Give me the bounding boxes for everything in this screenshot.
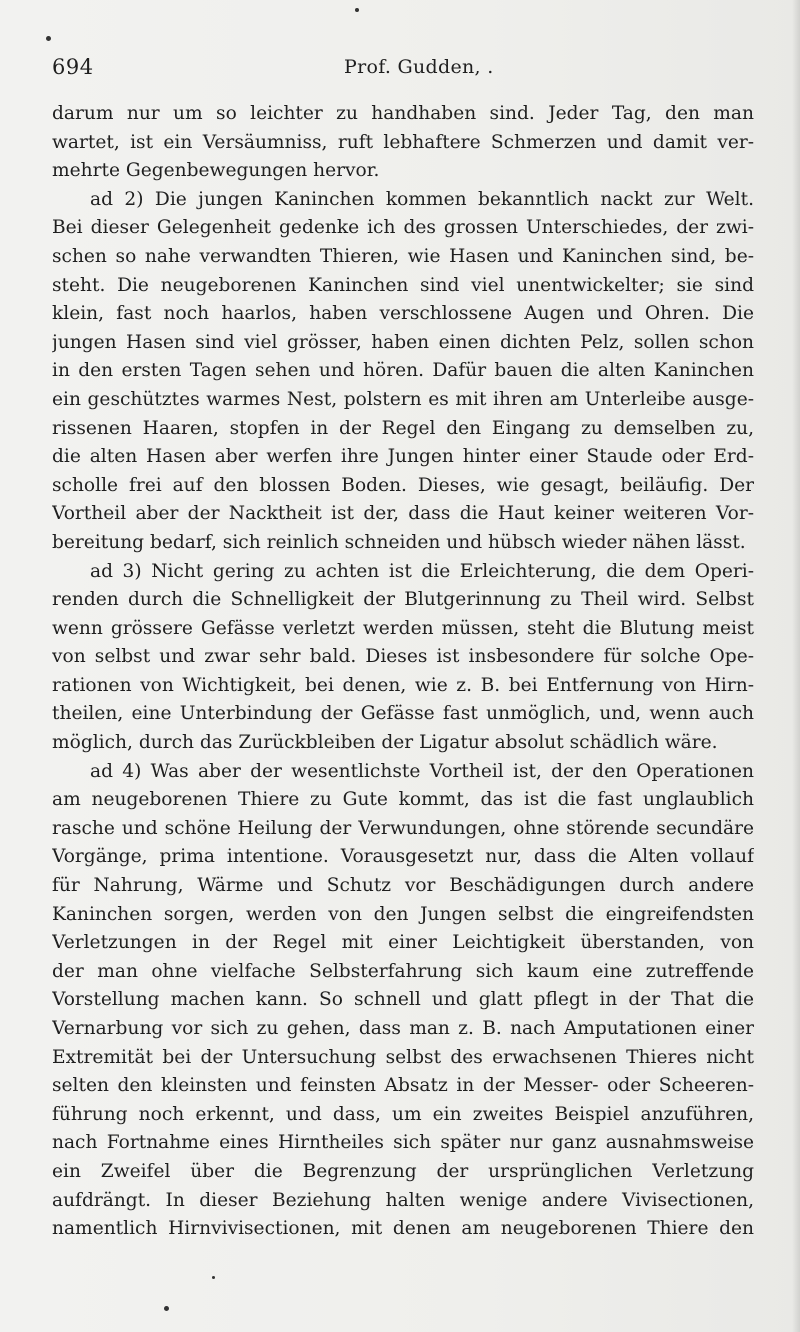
text-line: ad 3) Nicht gering zu achten ist die Erleichterung, die dem Operi- bbox=[90, 560, 754, 582]
text-line: die alten Hasen aber werfen ihre Jungen hinter einer Staude oder Erd- bbox=[52, 446, 754, 468]
text-line: darum nur um so leichter zu handhaben sind. Jeder Tag, den man bbox=[52, 103, 754, 124]
running-head: Prof. Gudden, . bbox=[344, 56, 494, 78]
paper-speck bbox=[212, 1276, 215, 1279]
text-line: am neugeborenen Thiere zu Gute kommt, das ist die fast unglaublich bbox=[52, 789, 754, 811]
text-line: ad 4) Was aber der wesentlichste Vortheil ist, der den Operationen bbox=[90, 760, 754, 782]
text-line: mehrte Gegenbewegungen hervor. bbox=[52, 160, 380, 182]
text-line: rissenen Haaren, stopfen in der Regel den Eingang zu demselben zu, bbox=[52, 417, 754, 439]
paper-speck bbox=[164, 1306, 169, 1311]
text-line: von selbst und zwar sehr bald. Dieses ist insbesondere für solche Ope- bbox=[52, 646, 754, 668]
page-header bbox=[52, 52, 752, 82]
text-line: theilen, eine Unterbindung der Gefässe fast unmöglich, und, wenn auch bbox=[52, 703, 754, 725]
text-line: bereitung bedarf, sich reinlich schneiden und hübsch wieder nähen lässt. bbox=[52, 531, 746, 553]
text-line: rasche und schöne Heilung der Verwundungen, ohne störende secundäre bbox=[52, 817, 754, 839]
text-line: Kaninchen sorgen, werden von den Jungen selbst die eingreifendsten bbox=[52, 903, 754, 925]
text-line: Extremität bei der Untersuchung selbst des erwachsenen Thieres nicht bbox=[52, 1046, 754, 1068]
text-line: rationen von Wichtigkeit, bei denen, wie z. B. bei Entfernung von Hirn- bbox=[52, 674, 754, 696]
text-line: Vernarbung vor sich zu gehen, dass man z. B. nach Amputationen einer bbox=[52, 1018, 754, 1039]
text-line: steht. Die neugeborenen Kaninchen sind viel unentwickelter; sie sind bbox=[52, 274, 754, 296]
text-line: jungen Hasen sind viel grösser, haben einen dichten Pelz, sollen schon bbox=[52, 331, 754, 353]
paper-speck bbox=[355, 8, 359, 12]
text-line: ad 2) Die jungen Kaninchen kommen bekanntlich nackt zur Welt. bbox=[90, 188, 754, 210]
text-line: renden durch die Schnelligkeit der Blutgerinnung zu Theil wird. Selbst bbox=[52, 589, 754, 611]
text-line: möglich, durch das Zurückbleiben der Ligatur absolut schädlich wäre. bbox=[52, 732, 718, 754]
text-line: Vorstellung machen kann. So schnell und glatt pflegt in der That die bbox=[52, 989, 754, 1011]
text-line: selten den kleinsten und feinsten Absatz in der Messer- oder Scheeren- bbox=[52, 1075, 754, 1097]
text-line: wenn grössere Gefässe verletzt werden müssen, steht die Blutung meist bbox=[52, 617, 754, 639]
text-line: aufdrängt. In dieser Beziehung halten wenige andere Vivisectionen, bbox=[52, 1189, 754, 1211]
text-line: Verletzungen in der Regel mit einer Leichtigkeit überstanden, von bbox=[52, 932, 754, 954]
text-line: scholle frei auf den blossen Boden. Dieses, wie gesagt, beiläufig. Der bbox=[52, 474, 754, 496]
page-number: 694 bbox=[52, 55, 94, 79]
text-line: für Nahrung, Wärme und Schutz vor Beschädigungen durch andere bbox=[52, 875, 754, 897]
text-line: klein, fast noch haarlos, haben verschlossene Augen und Ohren. Die bbox=[52, 303, 754, 325]
text-line: Bei dieser Gelegenheit gedenke ich des grossen Unterschiedes, der zwi- bbox=[52, 217, 754, 239]
text-line: namentlich Hirnvivisectionen, mit denen am neugeborenen Thiere den bbox=[52, 1218, 754, 1240]
text-line: nach Fortnahme eines Hirntheiles sich später nur ganz ausnahmsweise bbox=[52, 1132, 754, 1154]
text-line: wartet, ist ein Versäumniss, ruft lebhaftere Schmerzen und damit ver- bbox=[52, 131, 754, 153]
body-text bbox=[52, 100, 754, 1280]
text-line: Vorgänge, prima intentione. Vorausgesetzt nur, dass die Alten vollauf bbox=[52, 846, 754, 868]
paper-speck bbox=[46, 36, 51, 41]
text-line: der man ohne vielfache Selbsterfahrung sich kaum eine zutreffende bbox=[52, 960, 754, 982]
text-line: ein Zweifel über die Begrenzung der ursprünglichen Verletzung bbox=[52, 1160, 754, 1182]
page-edge-shadow bbox=[792, 0, 800, 1332]
text-line: schen so nahe verwandten Thieren, wie Hasen und Kaninchen sind, be- bbox=[52, 245, 754, 267]
text-line: führung noch erkennt, und dass, um ein zweites Beispiel anzuführen, bbox=[52, 1103, 754, 1125]
text-line: ein geschütztes warmes Nest, polstern es mit ihren am Unterleibe ausge- bbox=[52, 388, 754, 410]
text-line: Vortheil aber der Nacktheit ist der, dass die Haut keiner weiteren Vor- bbox=[52, 503, 754, 525]
text-line: in den ersten Tagen sehen und hören. Dafür bauen die alten Kaninchen bbox=[52, 360, 754, 382]
